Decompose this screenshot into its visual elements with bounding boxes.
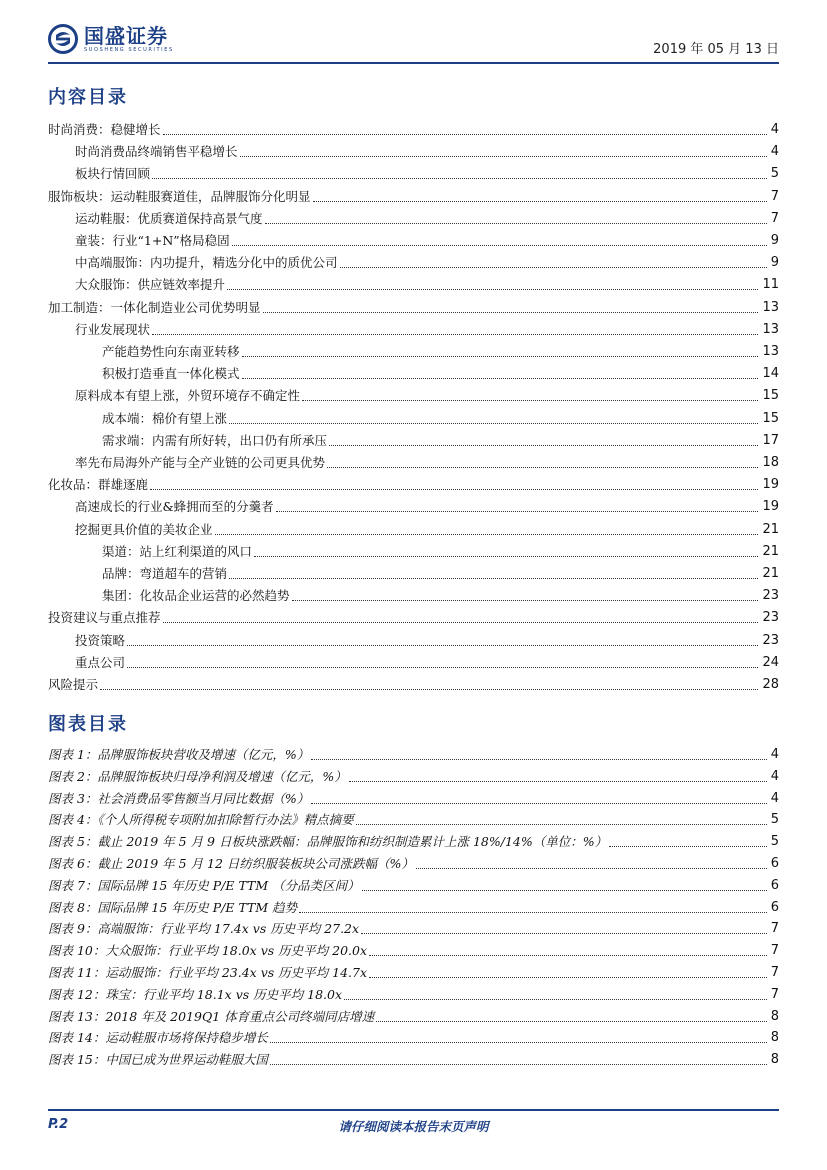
toc-entry-title: 挖掘更具价值的美妆企业 (75, 521, 213, 537)
toc-entry-page: 24 (762, 654, 779, 670)
toc-entry-title: 板块行情回顾 (75, 166, 151, 182)
figure-entry-page: 7 (770, 943, 779, 959)
toc-entry-page: 5 (770, 166, 779, 182)
figure-entry-title: 图表 3：社会消费品零售额当月同比数据（%） (48, 790, 310, 806)
toc-entry[interactable] (102, 406, 779, 427)
dot-leader (609, 846, 767, 847)
toc-entry-title: 行业发展现状 (75, 321, 151, 337)
toc-entry[interactable] (48, 184, 779, 205)
toc-entry-title: 中高端服饰：内功提升，精选分化中的质优公司 (75, 255, 338, 271)
dot-leader (240, 156, 767, 157)
figure-entry-page: 4 (770, 768, 779, 784)
dot-leader (229, 423, 758, 424)
toc-entry-page: 9 (770, 255, 779, 271)
toc-entry-page: 18 (762, 455, 779, 470)
figure-entry-title: 图表 10：大众服饰：行业平均 18.0x vs 历史平均 20.0x (48, 943, 368, 959)
page-footer (48, 1109, 779, 1134)
toc-title: 内容目录 (48, 87, 128, 108)
dot-leader (344, 999, 767, 1000)
toc-entry[interactable] (75, 272, 779, 293)
figure-entry-title: 图表 8：国际品牌 15 年历史 P/E TTM 趋势 (48, 899, 298, 915)
dot-leader (254, 556, 758, 557)
toc-entry-page: 21 (762, 566, 779, 581)
toc-entry-title: 积极打造垂直一体化模式 (102, 366, 240, 382)
page-header (48, 22, 779, 64)
dot-leader (150, 489, 758, 490)
toc-entry-title: 投资策略 (75, 632, 126, 648)
figure-entry-title: 图表 14：运动鞋服市场将保持稳步增长 (48, 1030, 268, 1046)
figure-entry-page: 8 (770, 1030, 779, 1046)
toc-entry[interactable] (102, 583, 779, 604)
company-logo (48, 24, 174, 54)
dot-leader (215, 534, 759, 535)
figure-entry-title: 图表 1：品牌服饰板块营收及增速（亿元，%） (48, 747, 310, 762)
toc-entry-title: 高速成长的行业&蜂拥而至的分羹者 (75, 499, 274, 515)
toc-entry-page: 7 (770, 210, 779, 226)
dot-leader (349, 781, 767, 782)
toc-entry[interactable] (102, 339, 779, 360)
toc-entry-title: 时尚消费：稳健增长 (48, 122, 161, 137)
dot-leader (152, 334, 758, 335)
dot-leader (311, 759, 766, 760)
figure-entry-page: 8 (770, 1052, 779, 1068)
toc-entry-title: 时尚消费品终端销售平稳增长 (75, 144, 238, 160)
figure-entry-title: 图表 15：中国已成为世界运动鞋服大国 (48, 1052, 268, 1068)
toc-entry-page: 14 (762, 366, 779, 382)
toc-entry-page: 15 (762, 410, 779, 426)
dot-leader (302, 400, 758, 401)
toc-entry[interactable] (75, 139, 779, 160)
figure-index-title: 图表目录 (48, 714, 128, 735)
figure-entry-page: 6 (770, 877, 779, 893)
figure-entry-page: 7 (770, 986, 779, 1002)
toc-entry[interactable] (75, 317, 779, 338)
page-number: P.2 (48, 1117, 69, 1132)
toc-entry-page: 23 (762, 610, 779, 626)
dot-leader (270, 1042, 767, 1043)
dot-leader (232, 245, 767, 246)
toc-entry-page: 28 (762, 677, 779, 692)
figure-entry-title: 图表 12：珠宝：行业平均 18.1x vs 历史平均 18.0x (48, 986, 343, 1002)
toc-entry[interactable] (75, 161, 779, 182)
figure-entry[interactable] (48, 742, 779, 763)
toc-entry-page: 7 (770, 188, 779, 204)
figure-entry-page: 4 (770, 790, 779, 806)
figure-entry-page: 7 (770, 921, 779, 937)
figure-entry-page: 8 (770, 1008, 779, 1024)
figure-entry-title: 图表 7：国际品牌 15 年历史 P/E TTM （分品类区间） (48, 877, 360, 893)
dot-leader (152, 178, 767, 179)
toc-entry[interactable] (75, 383, 779, 404)
figure-entry-page: 7 (770, 965, 779, 980)
dot-leader (242, 356, 759, 357)
dot-leader (313, 201, 767, 202)
toc-entry-title: 运动鞋服：优质赛道保持高景气度 (75, 210, 263, 226)
toc-entry-title: 品牌：弯道超车的营销 (102, 566, 228, 581)
toc-entry[interactable] (102, 539, 779, 560)
toc-entry[interactable] (75, 450, 779, 471)
toc-entry-page: 11 (762, 277, 779, 293)
dot-leader (263, 312, 759, 313)
figure-entry[interactable] (48, 982, 779, 1003)
figure-entry[interactable] (48, 916, 779, 937)
toc-entry[interactable] (75, 228, 779, 249)
dot-leader (163, 622, 759, 623)
toc-entry[interactable] (75, 628, 779, 649)
dot-leader (369, 977, 767, 978)
toc-entry-title: 风险提示 (48, 677, 99, 692)
toc-entry-page: 19 (762, 477, 779, 493)
toc-entry[interactable] (48, 672, 779, 693)
dot-leader (100, 689, 758, 690)
toc-entry-title: 渠道：站上红利渠道的风口 (102, 543, 253, 559)
dot-leader (276, 511, 759, 512)
dot-leader (362, 890, 767, 891)
toc-entry[interactable] (75, 650, 779, 671)
figure-entry-page: 4 (770, 747, 779, 762)
toc-entry[interactable] (102, 361, 779, 382)
toc-entry-page: 4 (770, 144, 779, 160)
toc-entry-title: 童装：行业“1+N”格局稳固 (75, 233, 230, 248)
toc-entry-page: 23 (762, 632, 779, 648)
logo-name: 国盛证券 (84, 23, 168, 48)
toc-entry-page: 23 (762, 588, 779, 604)
toc-entry-title: 需求端：内需有所好转，出口仍有所承压 (102, 432, 328, 448)
figure-entry[interactable] (48, 851, 779, 872)
toc-entry-title: 投资建议与重点推荐 (48, 610, 161, 626)
toc-entry-title: 产能趋势性向东南亚转移 (102, 344, 240, 359)
toc-entry[interactable] (75, 494, 779, 515)
figure-entry[interactable] (48, 960, 779, 981)
toc-entry-title: 集团：化妆品企业运营的必然趋势 (102, 588, 290, 604)
toc-entry[interactable] (48, 472, 779, 493)
toc-entry[interactable] (48, 117, 779, 138)
toc-entry-page: 17 (762, 432, 779, 448)
dot-leader (369, 955, 767, 956)
logo-mark-icon (48, 24, 78, 54)
toc-entry-title: 大众服饰：供应链效率提升 (75, 277, 226, 293)
toc-entry-page: 21 (762, 521, 779, 537)
dot-leader (127, 645, 758, 646)
toc-entry-page: 4 (770, 122, 779, 137)
toc-entry[interactable] (48, 605, 779, 626)
toc-entry-page: 13 (762, 321, 779, 337)
toc-entry-title: 加工制造：一体化制造业公司优势明显 (48, 299, 261, 315)
toc-entry[interactable] (102, 428, 779, 449)
figure-entry-page: 5 (770, 834, 779, 850)
figure-entry-title: 图表 4：《个人所得税专项附加扣除暂行办法》精点摘要 (48, 812, 354, 828)
toc-entry-page: 13 (762, 344, 779, 359)
figure-entry-title: 图表 5：截止 2019 年 5 月 9 日板块涨跌幅：品牌服饰和纺织制造累计上涨 18%/14%（单位：%） (48, 834, 608, 850)
figure-entry-title: 图表 9：高端服饰：行业平均 17.4x vs 历史平均 27.2x (48, 921, 360, 937)
toc-entry[interactable] (102, 561, 779, 582)
dot-leader (163, 134, 767, 135)
toc-entry[interactable] (48, 295, 779, 316)
toc-entry-page: 9 (770, 233, 779, 248)
toc-entry[interactable] (75, 250, 779, 271)
figure-entry[interactable] (48, 764, 779, 785)
figure-entry[interactable] (48, 829, 779, 850)
figure-entry-page: 5 (770, 812, 779, 828)
figure-entry[interactable] (48, 786, 779, 807)
dot-leader (227, 289, 758, 290)
figure-entry[interactable] (48, 1047, 779, 1068)
toc-entry-title: 率先布局海外产能与全产业链的公司更具优势 (75, 455, 326, 470)
figure-entry-title: 图表 2：品牌服饰板块归母净利润及增速（亿元，%） (48, 768, 347, 784)
dot-leader (340, 267, 767, 268)
dot-leader (361, 933, 767, 934)
disclaimer-notice: 请仔细阅读本报告末页声明 (338, 1119, 489, 1134)
dot-leader (229, 578, 758, 579)
dot-leader (292, 600, 759, 601)
dot-leader (416, 868, 767, 869)
figure-entry-page: 6 (770, 899, 779, 915)
dot-leader (270, 1064, 767, 1065)
dot-leader (311, 803, 766, 804)
toc-entry[interactable] (75, 206, 779, 227)
toc-entry-page: 19 (762, 499, 779, 515)
figure-entry[interactable] (48, 1004, 779, 1025)
figure-entry[interactable] (48, 895, 779, 916)
toc-entry-title: 服饰板块：运动鞋服赛道佳，品牌服饰分化明显 (48, 188, 311, 204)
toc-entry-title: 原料成本有望上涨，外贸环境存不确定性 (75, 388, 301, 404)
figure-entry-page: 6 (770, 856, 779, 871)
dot-leader (265, 223, 767, 224)
toc-entry-title: 成本端：棉价有望上涨 (102, 410, 228, 426)
toc-entry-title: 化妆品：群雄逐鹿 (48, 477, 149, 493)
dot-leader (329, 445, 758, 446)
toc-entry[interactable] (75, 517, 779, 538)
figure-entry[interactable] (48, 938, 779, 959)
logo-english-name: SUOSHENG SECURITIES (84, 46, 174, 53)
toc-entry-page: 13 (762, 299, 779, 315)
toc-entry-page: 15 (762, 388, 779, 404)
figure-entry-title: 图表 13：2018 年及 2019Q1 体育重点公司终端同店增速 (48, 1008, 375, 1024)
dot-leader (376, 1021, 767, 1022)
dot-leader (242, 378, 759, 379)
dot-leader (356, 824, 767, 825)
figure-entry[interactable] (48, 873, 779, 894)
dot-leader (299, 912, 767, 913)
figure-entry[interactable] (48, 1025, 779, 1046)
figure-entry[interactable] (48, 807, 779, 828)
figure-entry-title: 图表 6：截止 2019 年 5 月 12 日纺织服装板块公司涨跌幅（%） (48, 856, 414, 871)
dot-leader (127, 667, 758, 668)
figure-entry-title: 图表 11：运动服饰：行业平均 23.4x vs 历史平均 14.7x (48, 965, 368, 980)
toc-entry-title: 重点公司 (75, 654, 126, 670)
toc-entry-page: 21 (762, 543, 779, 559)
dot-leader (327, 467, 758, 468)
report-date: 2019 年 05 月 13 日 (653, 42, 779, 57)
